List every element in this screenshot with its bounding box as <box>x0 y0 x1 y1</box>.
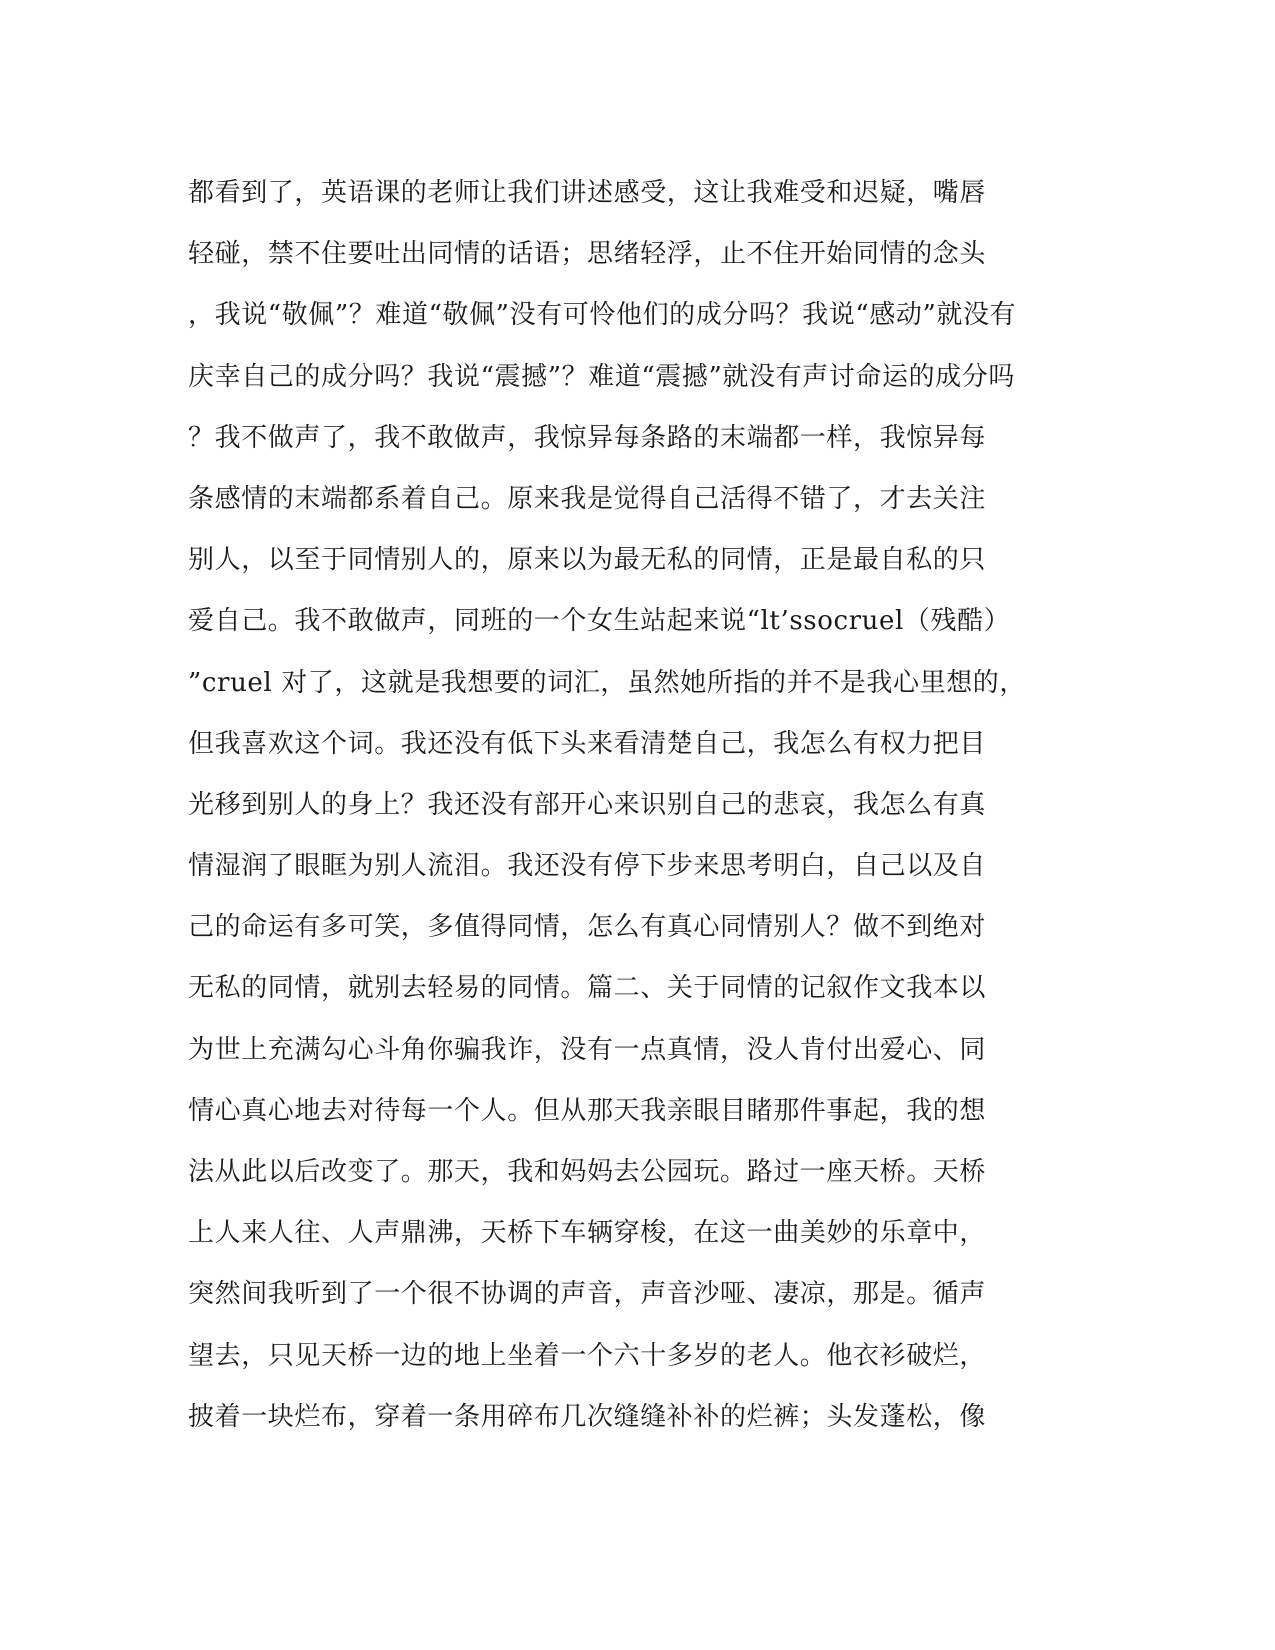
text-line: 光移到别人的身上？我还没有部开心来识别自己的悲哀，我怎么有真 <box>188 789 987 820</box>
text-line: ”cruel 对了，这就是我想要的词汇，虽然她所指的并不是我心里想的， <box>188 667 1026 698</box>
text-line: 望去，只见天桥一边的地上坐着一个六十多岁的老人。他衣衫破烂， <box>188 1340 987 1371</box>
text-line: 都看到了，英语课的老师让我们讲述感受，这让我难受和迟疑，嘴唇 <box>188 178 987 208</box>
text-line: 为世上充满勾心斗角你骗我诈，没有一点真情，没人肯付出爱心、同 <box>188 1034 987 1065</box>
text-line: ，我说“敬佩”？难道“敬佩”没有可怜他们的成分吗？我说“感动”就没有 <box>188 300 1017 331</box>
body-text <box>188 163 1088 1448</box>
text-line: 情心真心地去对待每一个人。但从那天我亲眼目睹那件事起，我的想 <box>188 1095 987 1126</box>
text-line: 己的命运有多可笑，多值得同情，怎么有真心同情别人？做不到绝对 <box>188 912 987 943</box>
text-line: 爱自己。我不敢做声，同班的一个女生站起来说“lt’ssocruel（残酷） <box>188 606 1011 637</box>
text-line: 法从此以后改变了。那天，我和妈妈去公园玩。路过一座天桥。天桥 <box>188 1157 987 1187</box>
text-line: 上人来人往、人声鼎沸，天桥下车辆穿梭，在这一曲美妙的乐章中， <box>188 1218 987 1249</box>
text-line: 突然间我听到了一个很不协调的声音，声音沙哑、凄凉，那是。循声 <box>188 1279 987 1310</box>
text-line: 披着一块烂布，穿着一条用碎布几次缝缝补补的烂裤；头发蓬松，像 <box>188 1401 987 1432</box>
text-line: 轻碰，禁不住要吐出同情的话语；思绪轻浮，止不住开始同情的念头 <box>188 239 987 270</box>
text-line: 情湿润了眼眶为别人流泪。我还没有停下步来思考明白，自己以及自 <box>188 851 987 882</box>
text-line: 无私的同情，就别去轻易的同情。篇二、关于同情的记叙作文我本以 <box>188 973 987 1004</box>
text-line: 庆幸自己的成分吗？我说“震撼”？难道“震撼”就没有声讨命运的成分吗 <box>188 361 1015 392</box>
text-line: 但我喜欢这个词。我还没有低下头来看清楚自己，我怎么有权力把目 <box>188 728 987 759</box>
text-line: 别人，以至于同情别人的，原来以为最无私的同情，正是最自私的只 <box>188 545 987 576</box>
text-line: ？我不做声了，我不敢做声，我惊异每条路的末端都一样，我惊异每 <box>188 422 987 453</box>
text-line: 条感情的末端都系着自己。原来我是觉得自己活得不错了，才去关注 <box>188 483 987 514</box>
